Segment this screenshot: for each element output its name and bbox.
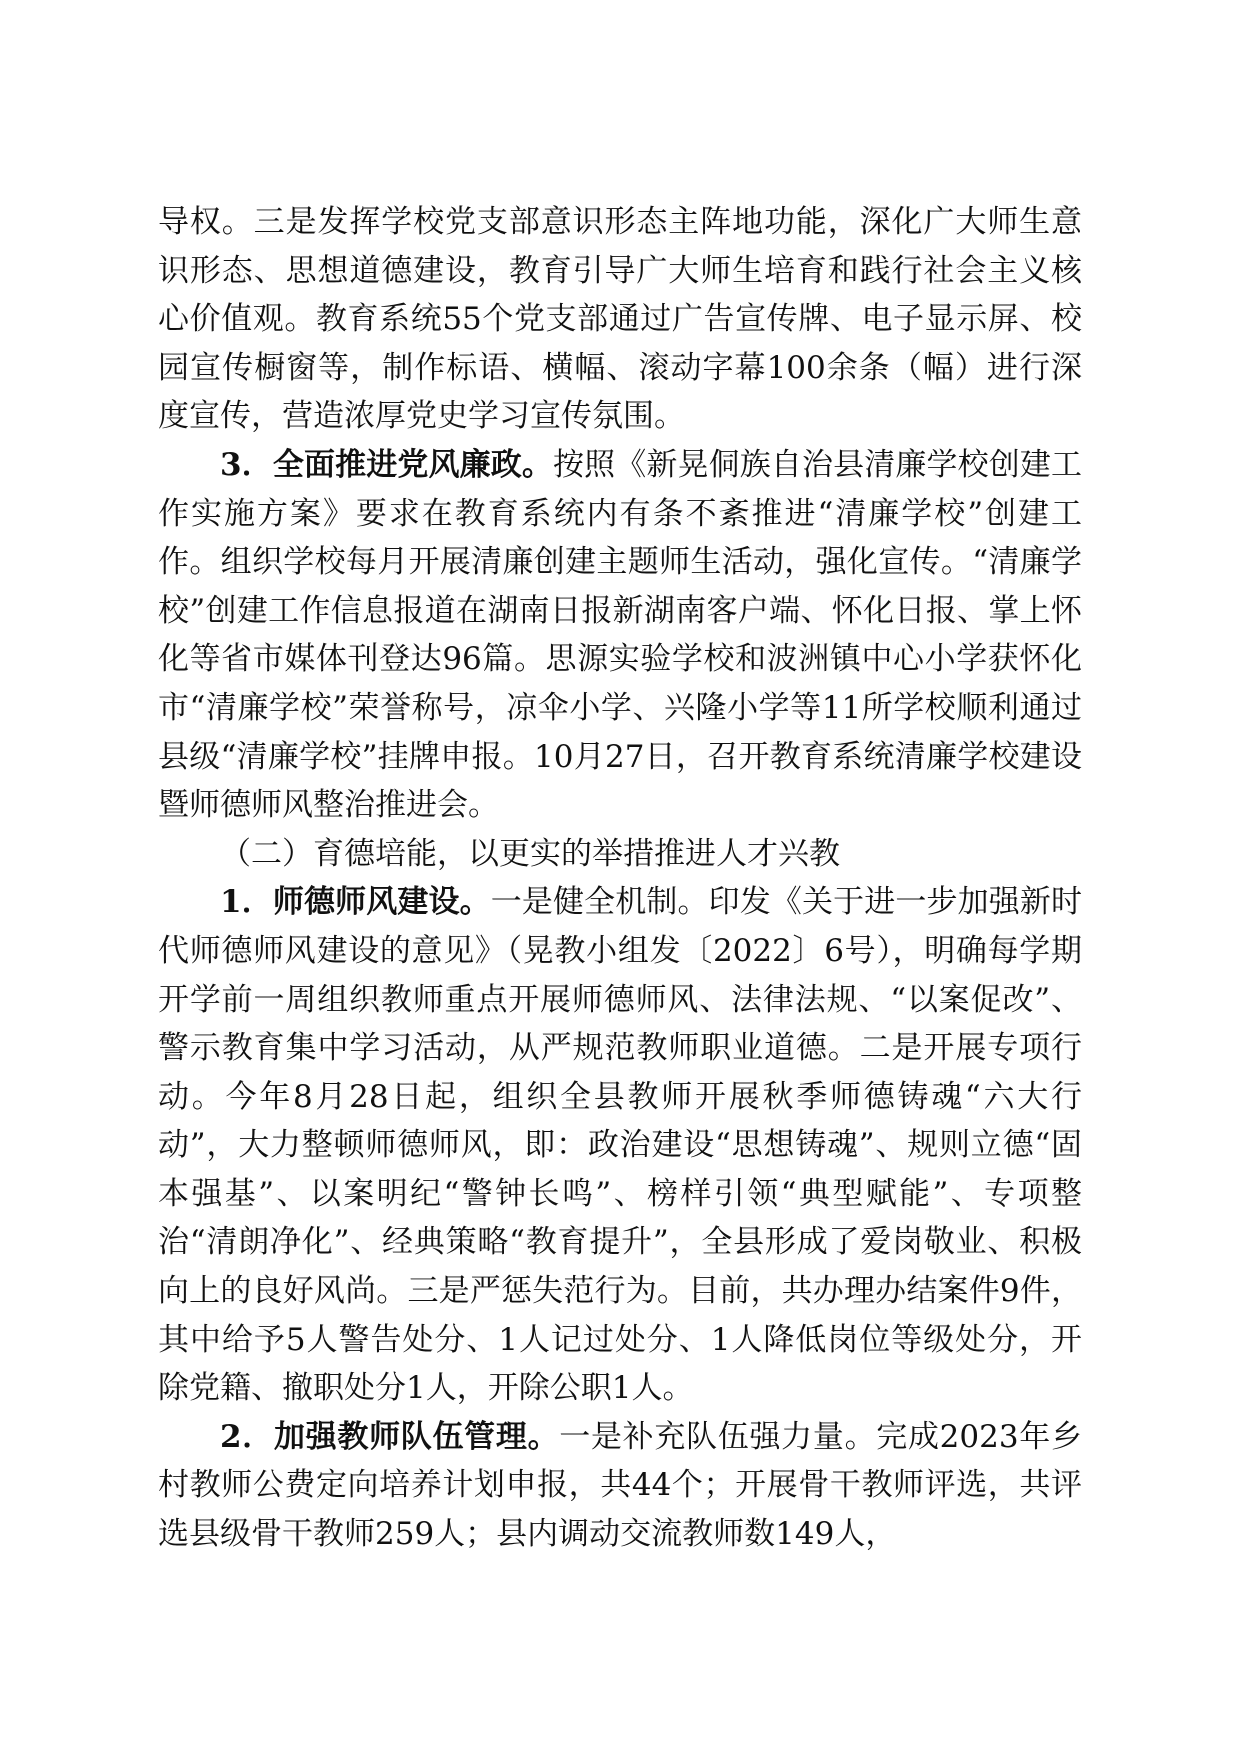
paragraph-text: 按照《新晃侗族自治县清廉学校创建工作实施方案》要求在教育系统内有条不紊推进“清廉学校”创建工作。组织学校每月开展清廉创建主题师生活动，强化宣传。“清廉学校”创建工作信息报道在湖南日报新湖南客户端、怀化日报、掌上怀化等省市媒体刊登达96篇。思源实验学校和波洲镇中心小学获怀化市“清廉学校”荣誉称号，凉伞小学、兴隆小学等11所学校顺利通过县级“清廉学校”挂牌申报。10月27日，召开教育系统清廉学校建设暨师德师风整治推进会。 <box>158 446 1082 824</box>
paragraph-teacher-management <box>158 1413 1082 1559</box>
paragraph-teacher-ethics <box>158 878 1082 1413</box>
paragraph-continuation <box>158 198 1082 441</box>
paragraph-text: 一是健全机制。印发《关于进一步加强新时代师德师风建设的意见》（晃教小组发〔2022〕6号），明确每学期开学前一周组织教师重点开展师德师风、法律法规、“以案促改”、警示教育集中学习活动，从严规范教师职业道德。二是开展专项行动。今年8月28日起，组织全县教师开展秋季师德铸魂“六大行动”，大力整顿师德师风，即：政治建设“思想铸魂”、规则立德“固本强基”、以案明纪“警钟长鸣”、榜样引领“典型赋能”、专项整治“清朗净化”、经典策略“教育提升”，全县形成了爱岗敬业、积极向上的良好风尚。三是严惩失范行为。目前，共办理办结案件9件，其中给予5人警告处分、1人记过处分、1人降低岗位等级处分，开除党籍、撤职处分1人，开除公职1人。 <box>158 884 1082 1407</box>
paragraph-text: 导权。三是发挥学校党支部意识形态主阵地功能，深化广大师生意识形态、思想道德建设，教育引导广大师生培育和践行社会主义核心价值观。教育系统55个党支部通过广告宣传牌、电子显示屏、校园宣传橱窗等，制作标语、横幅、滚动字幕100余条（幅）进行深度宣传，营造浓厚党史学习宣传氛围。 <box>158 204 1082 435</box>
document-page <box>158 198 1082 1559</box>
paragraph-text: 一是补充队伍强力量。完成2023年乡村教师公费定向培养计划申报，共44个；开展骨干教师评选，共评选县级骨干教师259人；县内调动交流教师数149人， <box>158 1418 1082 1553</box>
section-lead-3: 3．全面推进党风廉政。 <box>220 446 553 483</box>
section-lead-2: 2．加强教师队伍管理。 <box>220 1418 560 1455</box>
paragraph-party-integrity <box>158 441 1082 830</box>
heading-text: （二）育德培能，以更实的举措推进人才兴教 <box>220 835 840 872</box>
section-lead-1: 1．师德师风建设。 <box>220 884 491 921</box>
section-heading-2 <box>158 830 1082 879</box>
